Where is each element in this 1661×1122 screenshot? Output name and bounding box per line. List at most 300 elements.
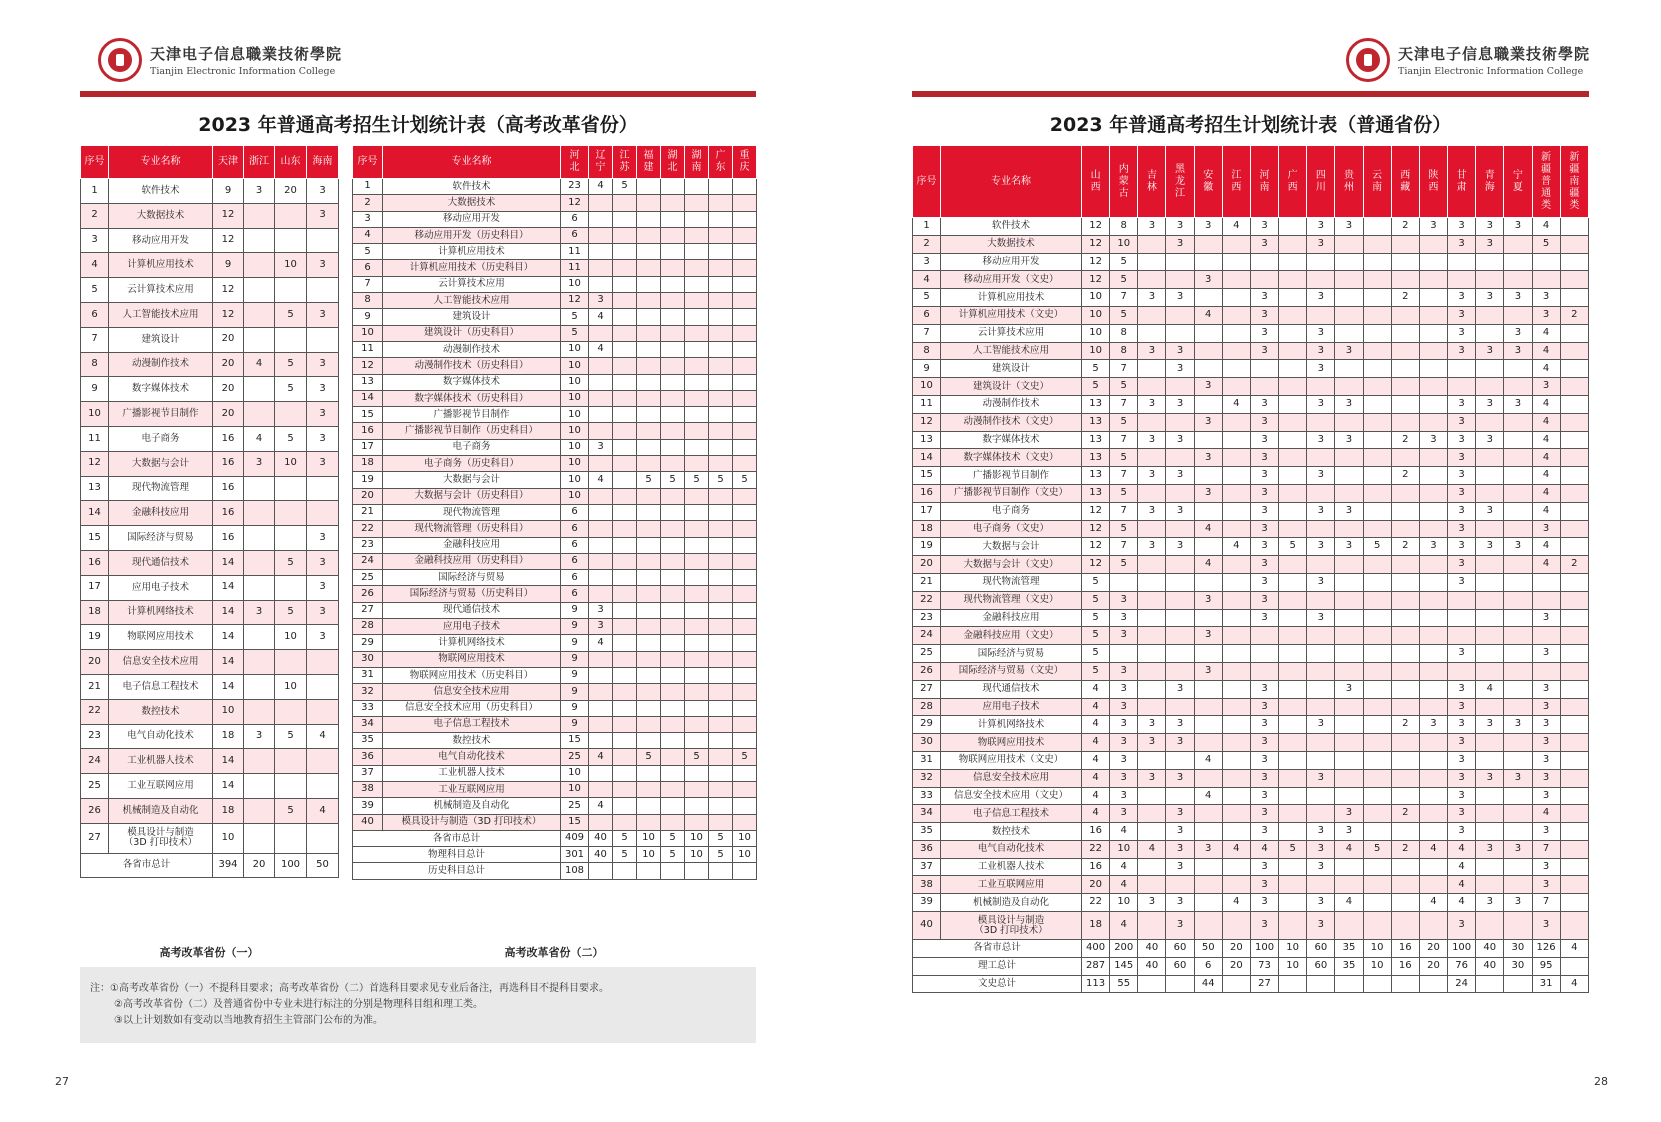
- plan-value: 5: [275, 550, 307, 575]
- plan-value: 3: [1250, 431, 1278, 449]
- plan-value: 4: [307, 724, 339, 749]
- major-name: 金融科技应用（历史科目）: [383, 553, 561, 569]
- plan-value: 4: [1082, 751, 1110, 769]
- plan-value: [1307, 271, 1335, 289]
- table-row: [353, 358, 757, 374]
- plan-value: [1279, 431, 1307, 449]
- plan-value: [733, 570, 757, 586]
- plan-value: [637, 684, 661, 700]
- major-name: 动漫制作技术（历史科目）: [383, 358, 561, 374]
- plan-value: [1307, 751, 1335, 769]
- plan-value: [613, 195, 637, 211]
- plan-value: [1504, 556, 1532, 574]
- plan-value: 3: [1307, 360, 1335, 378]
- plan-value: [1504, 467, 1532, 485]
- plan-value: [1222, 609, 1250, 627]
- major-name: 金融科技应用: [941, 609, 1082, 627]
- major-name: 物联网应用技术: [109, 625, 213, 650]
- table-row: [913, 662, 1589, 680]
- plan-value: 4: [1532, 449, 1560, 467]
- major-name: 工业互联网应用: [109, 774, 213, 799]
- plan-value: 3: [1138, 431, 1166, 449]
- plan-value: [733, 781, 757, 797]
- major-name: 机械制造及自动化: [109, 798, 213, 823]
- row-index: 26: [913, 662, 941, 680]
- plan-value: [637, 504, 661, 520]
- plan-value: 3: [1250, 698, 1278, 716]
- plan-value: [1166, 449, 1194, 467]
- plan-value: [613, 798, 637, 814]
- table-row: [81, 179, 339, 204]
- row-index: 33: [353, 700, 383, 716]
- plan-value: [613, 276, 637, 292]
- plan-value: [1419, 520, 1447, 538]
- plan-value: 3: [1532, 289, 1560, 307]
- column-header: 内蒙古: [1110, 146, 1138, 218]
- plan-value: [244, 550, 275, 575]
- plan-value: [685, 325, 709, 341]
- total-value: 20: [1419, 940, 1447, 958]
- plan-value: [1166, 271, 1194, 289]
- plan-value: [661, 341, 685, 357]
- plan-value: 3: [1250, 520, 1278, 538]
- plan-value: 3: [1250, 324, 1278, 342]
- plan-value: 3: [1138, 467, 1166, 485]
- major-name: 数字媒体技术（文史）: [941, 449, 1082, 467]
- total-value: 10: [637, 847, 661, 863]
- plan-value: [1363, 431, 1391, 449]
- plan-value: 10: [1110, 235, 1138, 253]
- plan-value: 10: [561, 358, 589, 374]
- plan-value: [709, 276, 733, 292]
- plan-value: [661, 537, 685, 553]
- plan-value: [1476, 734, 1504, 752]
- plan-value: [1307, 698, 1335, 716]
- plan-value: 3: [1250, 912, 1278, 940]
- plan-value: 3: [1110, 591, 1138, 609]
- plan-value: 3: [1448, 235, 1476, 253]
- plan-value: [1194, 876, 1222, 894]
- plan-value: 22: [1082, 840, 1110, 858]
- row-index: 10: [81, 402, 109, 427]
- plan-value: [1138, 858, 1166, 876]
- total-row: [913, 975, 1589, 993]
- major-name: 数字媒体技术: [941, 431, 1082, 449]
- plan-value: [1138, 698, 1166, 716]
- plan-value: [1419, 342, 1447, 360]
- total-value: 10: [1363, 940, 1391, 958]
- plan-value: [613, 765, 637, 781]
- plan-value: [1560, 662, 1588, 680]
- plan-value: 3: [1250, 769, 1278, 787]
- row-index: 29: [353, 635, 383, 651]
- plan-value: [1363, 858, 1391, 876]
- plan-value: 12: [1082, 271, 1110, 289]
- table-row: [81, 798, 339, 823]
- plan-value: [1504, 876, 1532, 894]
- plan-value: 4: [1335, 840, 1363, 858]
- column-header: 序号: [913, 146, 941, 218]
- plan-value: [685, 553, 709, 569]
- plan-value: [1419, 876, 1447, 894]
- plan-value: 5: [1110, 484, 1138, 502]
- plan-value: [685, 374, 709, 390]
- plan-value: 3: [1448, 912, 1476, 940]
- table-row: [913, 484, 1589, 502]
- plan-value: [637, 488, 661, 504]
- row-index: 32: [913, 769, 941, 787]
- plan-value: [613, 309, 637, 325]
- plan-value: [1476, 858, 1504, 876]
- plan-value: 4: [244, 352, 275, 377]
- table-row: [353, 244, 757, 260]
- plan-value: 3: [1138, 769, 1166, 787]
- plan-value: [733, 667, 757, 683]
- plan-value: [733, 439, 757, 455]
- plan-value: [1504, 360, 1532, 378]
- plan-value: [661, 798, 685, 814]
- plan-value: 9: [561, 635, 589, 651]
- plan-value: 4: [1082, 716, 1110, 734]
- plan-value: 3: [1307, 609, 1335, 627]
- plan-value: [637, 537, 661, 553]
- plan-value: [1391, 573, 1419, 591]
- plan-value: [733, 374, 757, 390]
- plan-value: [685, 798, 709, 814]
- row-index: 6: [81, 302, 109, 327]
- plan-value: 4: [1110, 912, 1138, 940]
- plan-value: 3: [1476, 395, 1504, 413]
- plan-value: 16: [213, 426, 244, 451]
- plan-value: [1419, 769, 1447, 787]
- plan-value: [733, 407, 757, 423]
- plan-value: [1504, 306, 1532, 324]
- total-value: 5: [613, 830, 637, 846]
- major-name: 广播影视节目制作: [941, 467, 1082, 485]
- total-value: 50: [307, 853, 339, 877]
- plan-value: 3: [1194, 378, 1222, 396]
- plan-value: [709, 521, 733, 537]
- plan-value: 10: [275, 253, 307, 278]
- plan-value: [661, 684, 685, 700]
- major-name: 现代物流管理: [941, 573, 1082, 591]
- plan-value: [1222, 235, 1250, 253]
- table-row: [81, 699, 339, 724]
- column-header: 天津: [213, 146, 244, 179]
- total-value: 10: [637, 830, 661, 846]
- plan-value: 4: [1532, 538, 1560, 556]
- plan-value: 4: [1222, 395, 1250, 413]
- plan-value: 3: [1250, 218, 1278, 236]
- plan-value: 3: [1307, 840, 1335, 858]
- plan-value: 3: [1532, 609, 1560, 627]
- plan-value: 3: [1448, 306, 1476, 324]
- plan-value: 3: [1448, 698, 1476, 716]
- plan-value: [685, 602, 709, 618]
- plan-value: [1138, 787, 1166, 805]
- table-row: [913, 876, 1589, 894]
- plan-value: 4: [1138, 840, 1166, 858]
- plan-value: [589, 733, 613, 749]
- major-name: 动漫制作技术: [109, 352, 213, 377]
- plan-value: 15: [561, 733, 589, 749]
- plan-value: [637, 814, 661, 830]
- plan-value: [685, 293, 709, 309]
- plan-value: [589, 407, 613, 423]
- plan-value: 12: [561, 195, 589, 211]
- plan-value: [733, 504, 757, 520]
- plan-value: [733, 602, 757, 618]
- plan-value: [1419, 751, 1447, 769]
- plan-value: [1363, 520, 1391, 538]
- plan-value: 5: [275, 352, 307, 377]
- plan-value: [1222, 431, 1250, 449]
- plan-value: 3: [1335, 431, 1363, 449]
- plan-value: [1222, 289, 1250, 307]
- major-name: 电子商务（历史科目）: [383, 456, 561, 472]
- plan-value: 5: [1363, 840, 1391, 858]
- plan-value: [1363, 360, 1391, 378]
- row-index: 2: [913, 235, 941, 253]
- plan-value: [1391, 894, 1419, 912]
- total-value: 145: [1110, 957, 1138, 975]
- plan-value: [1138, 680, 1166, 698]
- plan-value: [589, 390, 613, 406]
- plan-value: [1391, 271, 1419, 289]
- row-index: 27: [913, 680, 941, 698]
- total-value: [685, 863, 709, 879]
- plan-value: [1391, 360, 1419, 378]
- plan-value: 3: [1166, 894, 1194, 912]
- plan-value: 3: [1532, 680, 1560, 698]
- plan-value: [1419, 467, 1447, 485]
- plan-value: [685, 716, 709, 732]
- plan-value: [1250, 360, 1278, 378]
- plan-value: 5: [1082, 591, 1110, 609]
- table-row: [353, 423, 757, 439]
- major-name: 数控技术: [109, 699, 213, 724]
- plan-value: [1279, 627, 1307, 645]
- plan-value: [1476, 253, 1504, 271]
- plan-value: 20: [1082, 876, 1110, 894]
- total-value: 60: [1166, 957, 1194, 975]
- plan-value: [1363, 734, 1391, 752]
- plan-value: 4: [589, 309, 613, 325]
- plan-value: [613, 781, 637, 797]
- total-value: 287: [1082, 957, 1110, 975]
- plan-value: [685, 814, 709, 830]
- plan-value: [685, 586, 709, 602]
- major-name: 广播影视节目制作: [383, 407, 561, 423]
- plan-value: [685, 651, 709, 667]
- plan-value: [1222, 502, 1250, 520]
- plan-value: [1419, 858, 1447, 876]
- column-header: 重庆: [733, 146, 757, 179]
- plan-value: [685, 700, 709, 716]
- plan-value: 2: [1391, 805, 1419, 823]
- row-index: 9: [913, 360, 941, 378]
- plan-value: [1222, 306, 1250, 324]
- plan-value: 12: [1082, 538, 1110, 556]
- plan-value: 3: [1138, 716, 1166, 734]
- total-value: 73: [1250, 957, 1278, 975]
- row-index: 39: [353, 798, 383, 814]
- plan-value: 4: [1194, 751, 1222, 769]
- plan-value: 3: [1250, 413, 1278, 431]
- plan-value: [1391, 378, 1419, 396]
- table-row: [353, 521, 757, 537]
- plan-value: [1419, 573, 1447, 591]
- plan-value: 3: [1532, 876, 1560, 894]
- plan-value: [1419, 609, 1447, 627]
- plan-value: [1476, 591, 1504, 609]
- plan-value: 4: [1448, 876, 1476, 894]
- plan-value: 10: [561, 472, 589, 488]
- plan-value: [1194, 912, 1222, 940]
- plan-value: [1335, 556, 1363, 574]
- plan-value: 4: [1532, 484, 1560, 502]
- plan-value: [1335, 912, 1363, 940]
- plan-value: [1307, 787, 1335, 805]
- plan-value: [1166, 573, 1194, 591]
- plan-value: [637, 798, 661, 814]
- table-row: [913, 271, 1589, 289]
- plan-value: [1222, 413, 1250, 431]
- major-name: 现代通信技术: [109, 550, 213, 575]
- plan-value: 7: [1110, 395, 1138, 413]
- plan-value: [661, 733, 685, 749]
- plan-value: [709, 293, 733, 309]
- table-row: [353, 293, 757, 309]
- table-row: [913, 218, 1589, 236]
- column-header: 贵州: [1335, 146, 1363, 218]
- plan-value: [1279, 306, 1307, 324]
- plan-value: 8: [1110, 324, 1138, 342]
- plan-value: [685, 619, 709, 635]
- plan-value: [637, 553, 661, 569]
- plan-value: [661, 586, 685, 602]
- plan-value: [1222, 751, 1250, 769]
- plan-value: 3: [589, 439, 613, 455]
- plan-value: [709, 504, 733, 520]
- plan-value: 12: [213, 278, 244, 303]
- plan-value: [661, 293, 685, 309]
- plan-value: [1532, 253, 1560, 271]
- plan-value: [1532, 627, 1560, 645]
- plan-value: [1560, 858, 1588, 876]
- plan-value: [709, 341, 733, 357]
- plan-value: [1560, 609, 1588, 627]
- plan-value: 4: [1194, 787, 1222, 805]
- plan-value: [637, 260, 661, 276]
- plan-value: [1222, 645, 1250, 663]
- plan-value: [1419, 413, 1447, 431]
- plan-value: [1363, 680, 1391, 698]
- plan-value: 5: [1110, 520, 1138, 538]
- plan-value: [685, 195, 709, 211]
- row-index: 24: [353, 553, 383, 569]
- plan-value: [1448, 662, 1476, 680]
- plan-value: [1391, 324, 1419, 342]
- major-name: 工业机器人技术: [109, 749, 213, 774]
- table-row: [913, 413, 1589, 431]
- plan-value: 13: [1082, 484, 1110, 502]
- plan-value: 9: [561, 602, 589, 618]
- plan-value: 3: [1110, 627, 1138, 645]
- row-index: 8: [353, 293, 383, 309]
- plan-value: [1279, 912, 1307, 940]
- plan-value: 3: [1194, 449, 1222, 467]
- plan-value: [733, 309, 757, 325]
- plan-value: 20: [213, 327, 244, 352]
- plan-value: 10: [1082, 306, 1110, 324]
- plan-value: 3: [1476, 502, 1504, 520]
- plan-value: [685, 781, 709, 797]
- row-index: 21: [353, 504, 383, 520]
- plan-value: 3: [1476, 431, 1504, 449]
- page-title: 2023 年普通高考招生计划统计表（高考改革省份）: [198, 114, 638, 136]
- plan-value: 4: [1082, 734, 1110, 752]
- plan-value: [589, 244, 613, 260]
- plan-value: [685, 521, 709, 537]
- plan-value: [307, 749, 339, 774]
- total-row: [353, 863, 757, 879]
- plan-value: 3: [1532, 823, 1560, 841]
- row-index: 24: [81, 749, 109, 774]
- plan-value: [661, 553, 685, 569]
- table-row: [353, 586, 757, 602]
- plan-value: [1110, 573, 1138, 591]
- table-row: [913, 235, 1589, 253]
- table-caption-2: 高考改革省份（二）: [504, 946, 604, 959]
- plan-value: 4: [1082, 769, 1110, 787]
- plan-value: [637, 521, 661, 537]
- plan-value: 3: [1307, 431, 1335, 449]
- row-index: 36: [353, 749, 383, 765]
- plan-value: [1166, 413, 1194, 431]
- major-name: 电气自动化技术: [109, 724, 213, 749]
- plan-value: [1419, 698, 1447, 716]
- major-name: 软件技术: [383, 179, 561, 195]
- plan-value: [244, 501, 275, 526]
- plan-value: [1560, 840, 1588, 858]
- column-header: 广西: [1279, 146, 1307, 218]
- plan-value: [1504, 520, 1532, 538]
- plan-value: [1279, 769, 1307, 787]
- table-row: [913, 698, 1589, 716]
- table-row: [913, 573, 1589, 591]
- row-index: 9: [353, 309, 383, 325]
- plan-value: [1138, 449, 1166, 467]
- plan-value: [661, 619, 685, 635]
- row-index: 26: [353, 586, 383, 602]
- table-row: [81, 451, 339, 476]
- row-index: 27: [81, 823, 109, 853]
- plan-value: 3: [1250, 235, 1278, 253]
- table-row: [81, 278, 339, 303]
- plan-value: 3: [1307, 894, 1335, 912]
- column-header: 安徽: [1194, 146, 1222, 218]
- plan-value: 12: [561, 293, 589, 309]
- plan-value: [1335, 716, 1363, 734]
- row-index: 1: [81, 179, 109, 204]
- plan-value: 10: [561, 341, 589, 357]
- plan-value: 12: [213, 302, 244, 327]
- total-row: [913, 940, 1589, 958]
- plan-value: [685, 276, 709, 292]
- plan-value: [613, 684, 637, 700]
- plan-value: [733, 227, 757, 243]
